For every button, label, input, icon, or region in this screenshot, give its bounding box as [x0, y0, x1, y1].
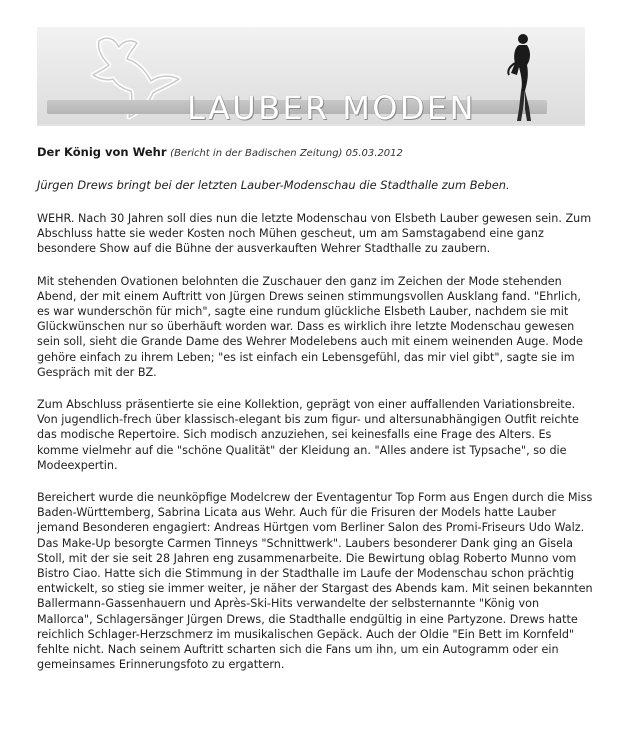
- header-banner: [37, 27, 585, 126]
- article-subheadline: Jürgen Drews bringt bei der letzten Lauber-Modenschau die Stadthalle zum Beben.: [37, 178, 510, 192]
- paragraph-2: Mit stehenden Ovationen belohnten die Zuschauer den ganz im Zeichen der Mode stehenden Abend, der mit einem Auftritt von Jürgen Drews seinen stimmungsvollen Ausklang fand. "Ehrlich, es war wunderschön für mich", sagte eine rundum glückliche Elsbeth Lauber, nachdem sie mit Glückwünschen nur so überhäuft worden war. Dass es wirklich ihre letzte Modenschau gewesen sein soll, sieht die Grande Dame des Wehrer Modelebens auch mit einem weinenden Auge. Mode gehöre einfach zu ihrem Leben; "es ist einfach ein Lebensgefühl, das mir viel gibt", sagte sie im Gespräch mit der BZ.: [37, 274, 583, 379]
- fashion-model-icon: [501, 29, 541, 123]
- paragraph-4: Bereichert wurde die neunköpfige Modelcrew der Eventagentur Top Form aus Engen durch die Miss Baden-Württemberg, Sabrina Licata aus Wehr. Auch für die Frisuren der Models hatte Lauber jemand Besonderen engagiert: Andreas Hürtgen vom Berliner Salon des Promi-Friseurs Udo Walz. Das Make-Up besorgte Carmen Tinneys "Schnittwerk". Laubers besonderer Dank ging an Gisela Stoll, mit der sie seit 28 Jahren eng zusammenarbeite. Die Bewirtung oblag Roberto Munno vom Bistro Ciao. Hatte sich die Stimmung in der Stadthalle im Laufe der Modenschau schon prächtig entwickelt, so stieg sie immer weiter, je näher der Stargast des Abends kam. Mit seinen bekannten Ballermann-Gassenhauern und Après-Ski-Hits verwandelte der selbsternannte "König von Mallorca", Schlagersänger Jürgen Drews, die Stadthalle endgültig in eine Partyzone. Drews hatte reichlich Schlager-Herzschmerz im musikalischen Gepäck. Auch der Oldie "Ein Bett im Kornfeld" fehlte nicht. Nach seinem Auftritt scharten sich die Fans um ihn, um ein Autogramm oder ein gemeinsames Erinnerungsfoto zu ergattern.: [37, 491, 593, 672]
- article-body: [37, 211, 593, 689]
- headline-title: Der König von Wehr: [37, 145, 167, 159]
- paragraph-1: WEHR. Nach 30 Jahren soll dies nun die letzte Modenschau von Elsbeth Lauber gewesen sein. Zum Abschluss hatte sie weder Kosten noch Mühen gescheut, um am Samstagabend eine ganz besondere Show auf die Bühne der ausverkauften Wehrer Stadthalle zu zaubern.: [37, 212, 592, 256]
- headline-source-date: (Bericht in der Badischen Zeitung) 05.03.2012: [170, 148, 403, 159]
- paragraph-3: Zum Abschluss präsentierte sie eine Kollektion, geprägt von einer auffallenden Variationsbreite. Von jugendlich-frech über klassisch-elegant bis zum figur- und altersunabhängigen Outfit reichte das modische Repertoire. Sich modisch anzuziehen, sei keinesfalls eine Frage des Alters. Es komme vielmehr auf die "schöne Qualität" der Kleidung an. "Alles andere ist Typsache", so die Modeexpertin.: [37, 398, 579, 472]
- article-headline: [37, 145, 597, 161]
- brand-title: LAUBER MODEN: [187, 89, 476, 126]
